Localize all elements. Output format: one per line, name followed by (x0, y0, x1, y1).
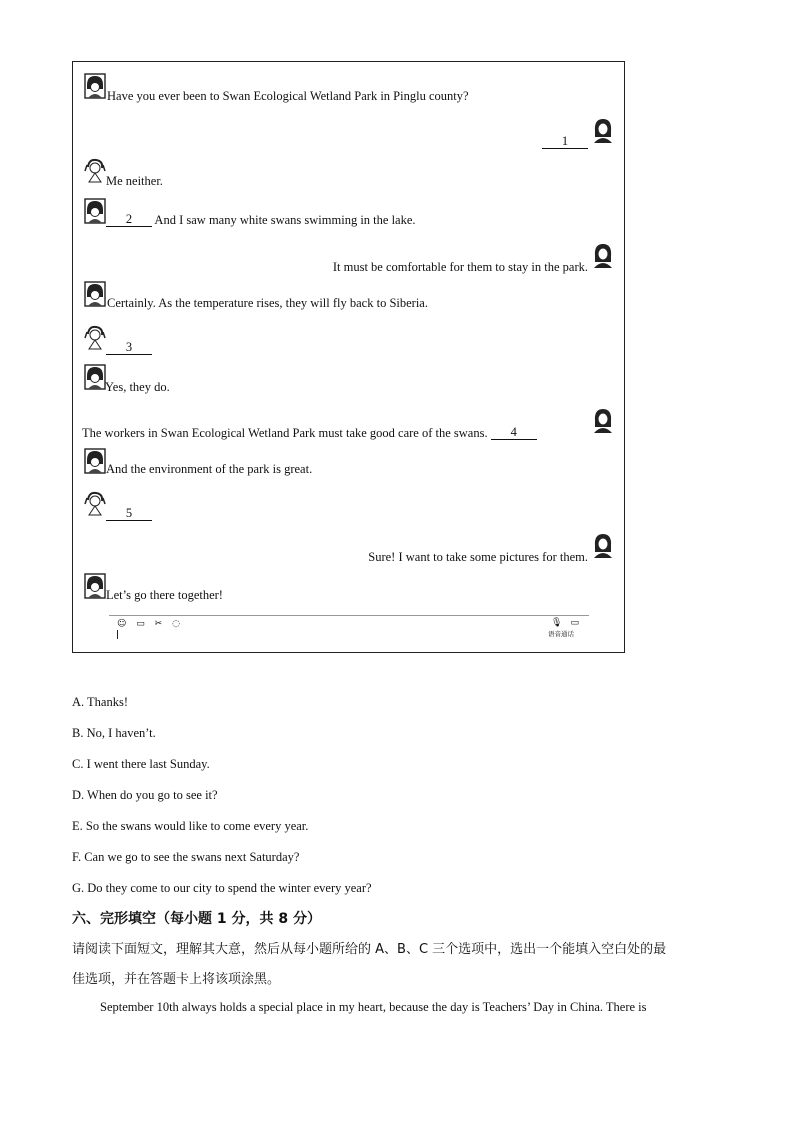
scissors-icon[interactable]: ✂ (154, 619, 163, 629)
option-b: B. No, I haven’t. (72, 726, 156, 740)
folder-icon[interactable]: ▭ (136, 619, 145, 629)
girl-avatar-icon (592, 242, 614, 268)
instruction-line-1: 请阅读下面短文，理解其大意，然后从每小题所给的 A、B、C 三个选项中，选出一个能填入空白处的最 (72, 942, 667, 957)
boy-avatar-icon (84, 198, 106, 224)
boy-avatar-icon (84, 73, 106, 99)
chat-message-6: Certainly. As the temperature rises, they will fly back to Siberia. (107, 296, 428, 311)
passage-first-line: September 10th always holds a special place in my heart, because the day is Teachers’ Day in China. There is (100, 1000, 647, 1014)
boy-avatar-icon (84, 364, 106, 390)
chat-message-1: Have you ever been to Swan Ecological Wetland Park in Pinglu county? (107, 89, 469, 104)
option-f: F. Can we go to see the swans next Saturday? (72, 850, 300, 864)
emoji-icon[interactable]: ☺ (117, 619, 127, 629)
blank-1: 1 (542, 134, 588, 149)
blank-3: 3 (106, 340, 152, 355)
chat-icon[interactable]: ◌ (172, 619, 180, 629)
blank-5: 5 (106, 506, 152, 521)
chat-message-13: Let’s go there together! (106, 588, 223, 603)
blank-2: 2 (106, 212, 152, 227)
option-a: A. Thanks! (72, 695, 129, 709)
girl2-avatar-icon (84, 324, 106, 350)
chat-message-10: And the environment of the park is great. (106, 462, 313, 477)
girl-avatar-icon (592, 532, 614, 558)
chat-message-12: Sure! I want to take some pictures for them. (368, 550, 588, 565)
voice-call-label[interactable]: 语音通话 (548, 630, 575, 638)
option-c: C. I went there last Sunday. (72, 757, 210, 771)
boy-avatar-icon (84, 573, 106, 599)
section-title: 六、完形填空（每小题 1 分，共 8 分） (72, 911, 321, 927)
chat-message-7 (106, 339, 152, 355)
girl-avatar-icon (592, 117, 614, 143)
chat-screenshot (72, 61, 625, 653)
option-e: E. So the swans would like to come every year. (72, 819, 309, 833)
chat-message-11 (106, 505, 152, 521)
boy-avatar-icon (84, 448, 106, 474)
girl2-avatar-icon (84, 490, 106, 516)
girl-avatar-icon (592, 407, 614, 433)
chat-message-5: It must be comfortable for them to stay in the park. (332, 260, 588, 275)
blank-4: 4 (491, 425, 537, 440)
toolbar-icons (117, 619, 187, 629)
toolbar-right (543, 618, 579, 638)
microphone-icon[interactable]: 🎙 (551, 618, 563, 628)
chat-input-toolbar[interactable] (109, 615, 589, 644)
girl2-avatar-icon (84, 157, 106, 183)
video-camera-icon[interactable]: ▭ (570, 618, 579, 628)
chat-message-4: 2 And I saw many white swans swimming in the lake. (106, 211, 416, 228)
boy-avatar-icon (84, 281, 106, 307)
option-d: D. When do you go to see it? (72, 788, 218, 802)
chat-message-8: Yes, they do. (105, 380, 170, 395)
option-g: G. Do they come to our city to spend the winter every year? (72, 881, 372, 895)
instruction-line-2: 佳选项，并在答题卡上将该项涂黑。 (72, 972, 281, 987)
chat-message-3: Me neither. (106, 174, 163, 189)
chat-message-2 (542, 133, 588, 149)
chat-message-9: The workers in Swan Ecological Wetland Park must take good care of the swans. 4 (82, 424, 537, 441)
text-caret (117, 630, 118, 639)
